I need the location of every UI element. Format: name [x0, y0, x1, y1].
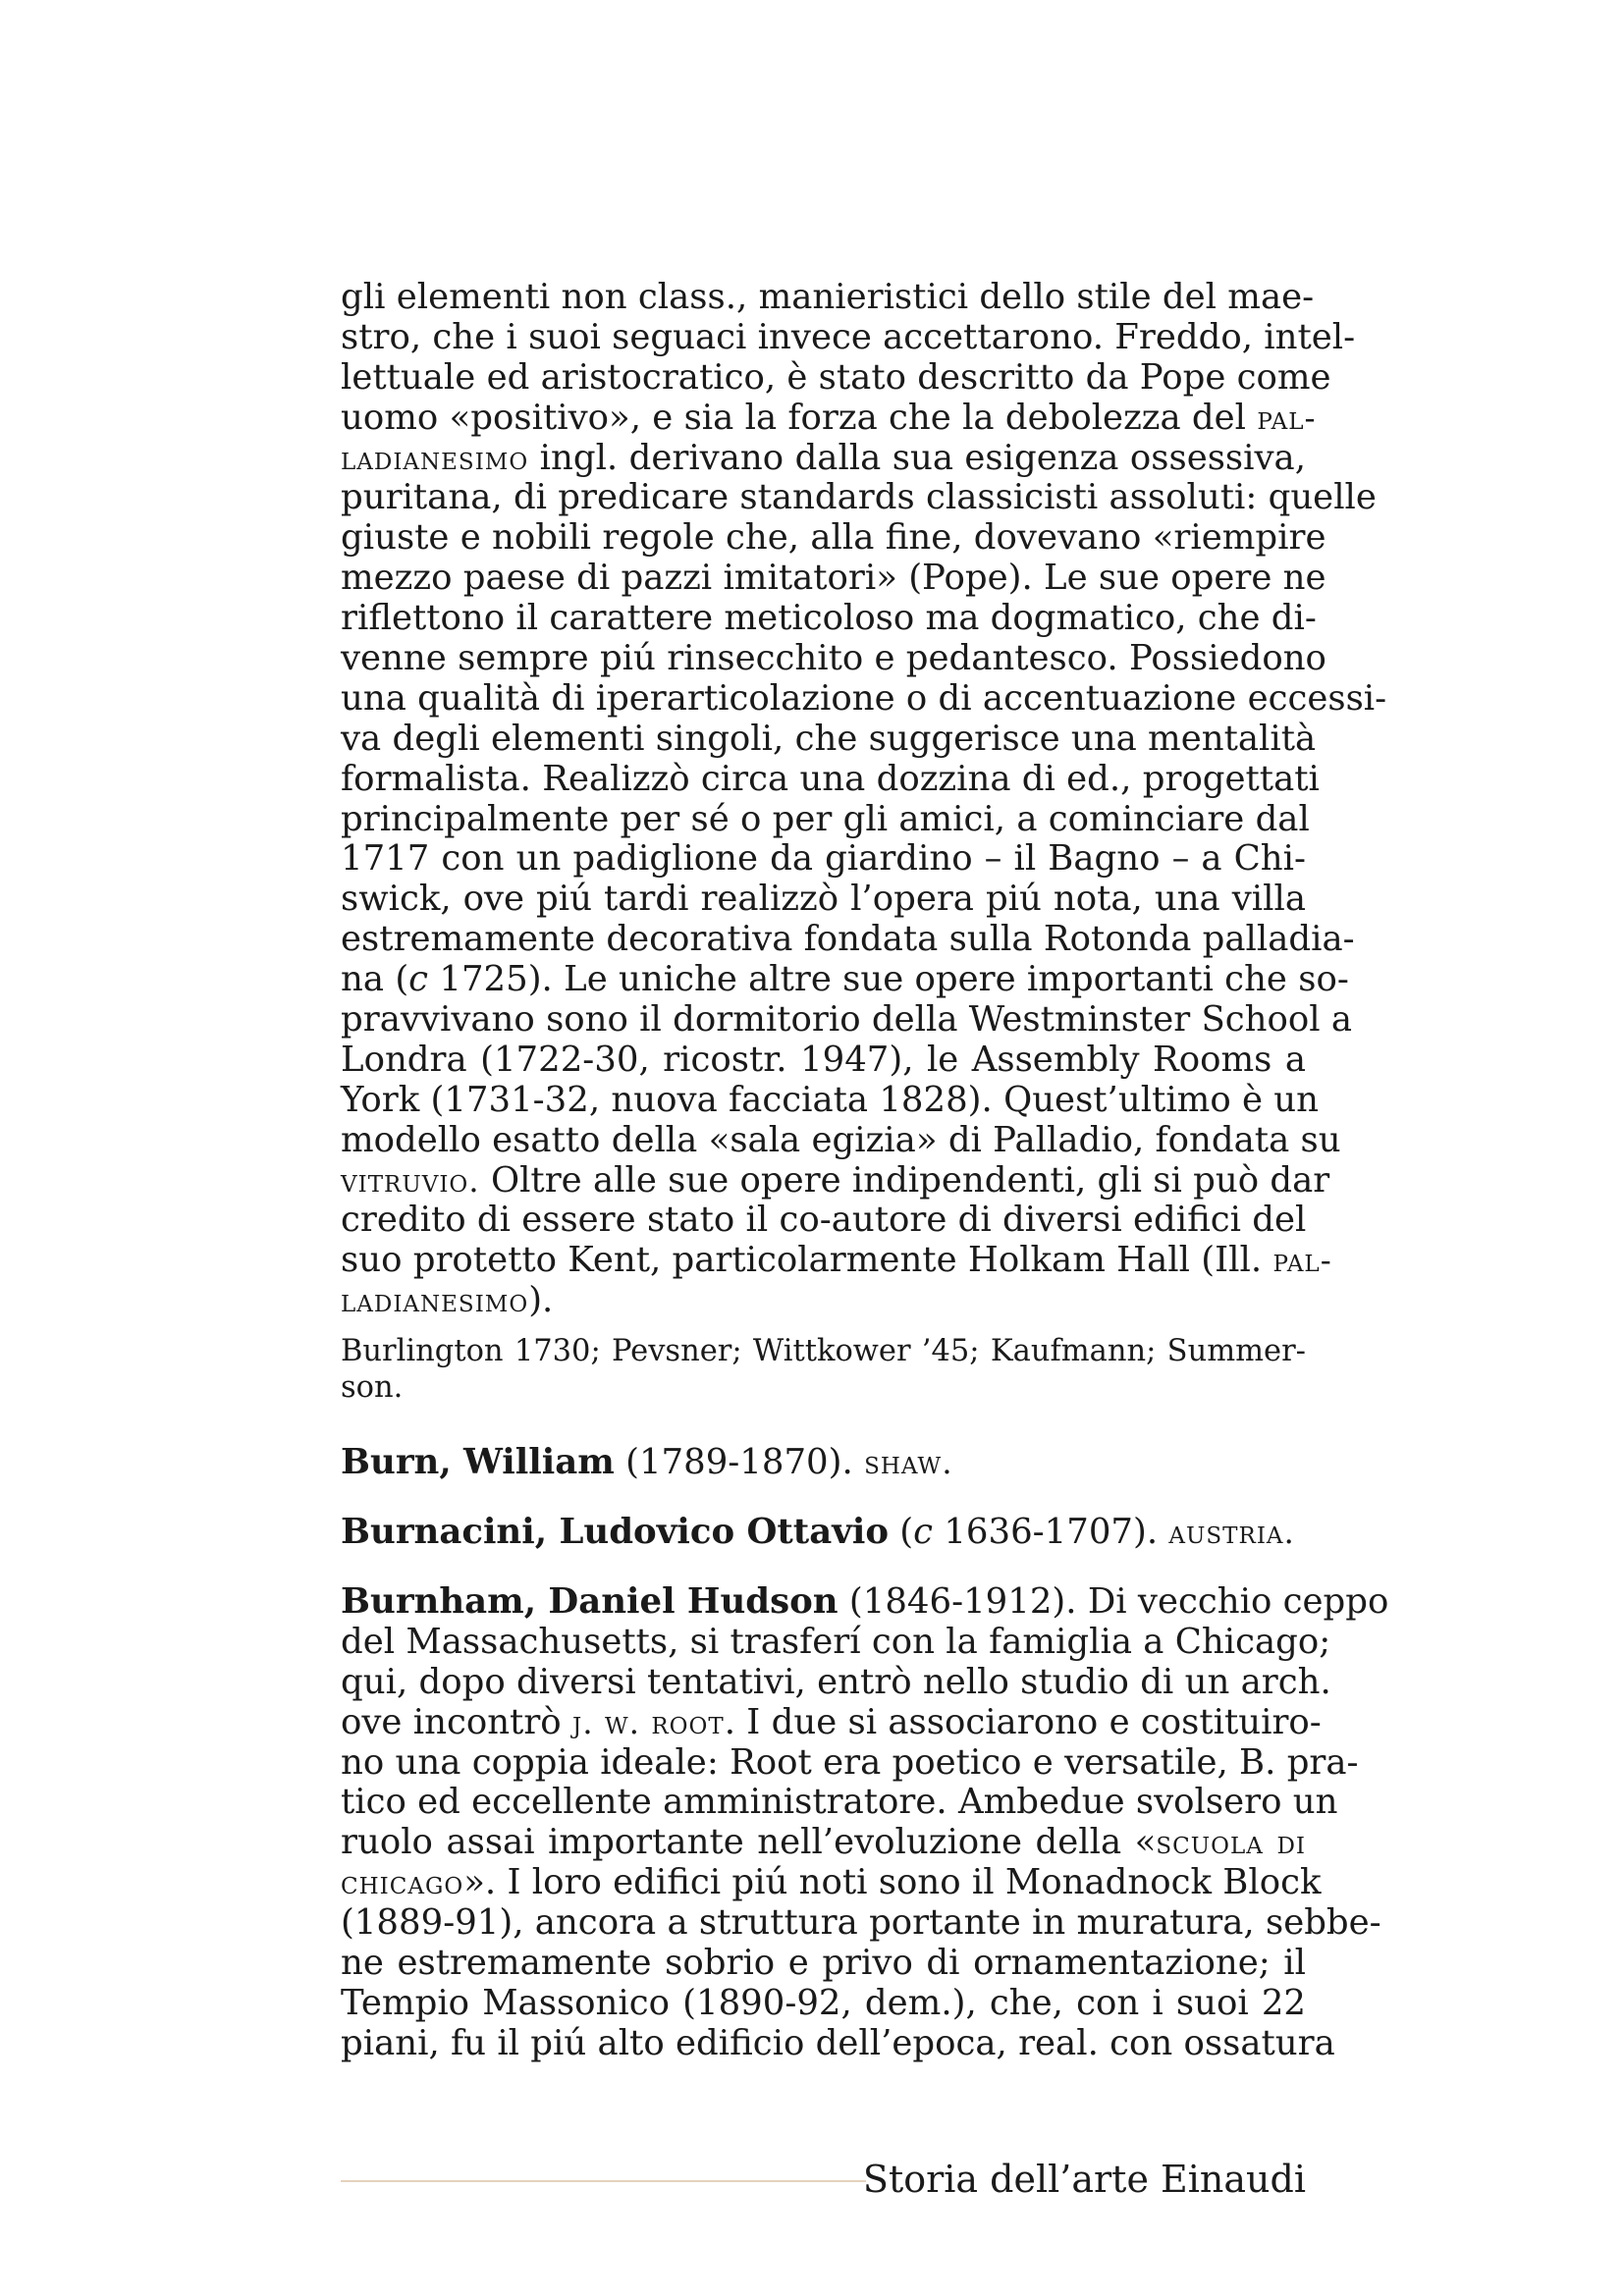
text-line — [341, 1443, 1306, 1483]
cross-reference: austria. — [1168, 1514, 1295, 1552]
text-line — [341, 1580, 1389, 1623]
circa-abbreviation: c — [408, 959, 429, 1000]
text-line: pravvivano sono il dormitorio della Westminster School a — [341, 999, 1353, 1041]
text-line — [341, 1862, 1322, 1903]
text-line: del Massachusetts, si trasferí con la famiglia a Chicago; — [341, 1621, 1331, 1662]
text-line: ne estremamente sobrio e privo di ornamentazione; il — [341, 1942, 1306, 1983]
text-line — [341, 1513, 1306, 1553]
text-line: qui, dopo diversi tentativi, entrò nello studio di un arch. — [341, 1661, 1331, 1702]
cross-reference: j. w. root — [571, 1703, 725, 1741]
cross-reference: ladianesimo — [341, 1282, 529, 1320]
entry-dates: (1789-1870). — [614, 1442, 865, 1483]
bibliography-line: Burlington 1730; Pevsner; Wittkower ’45; Kaufmann; Summer- — [341, 1334, 1306, 1369]
text-segment: ). — [528, 1280, 554, 1321]
text-segment: (1846-1912). Di vecchio ceppo — [838, 1580, 1389, 1622]
entry-burnham — [341, 1580, 1389, 2064]
text-line — [341, 1701, 1322, 1743]
text-line: giuste e nobili regole che, alla fine, dovevano «riempire — [341, 517, 1326, 559]
text-line: principalmente per sé o per gli amici, a cominciare dal — [341, 798, 1310, 839]
bibliography-line: son. — [341, 1370, 404, 1406]
text-line — [341, 1240, 1332, 1281]
text-segment: na ( — [341, 959, 409, 1000]
cross-reference: vitruvio. — [341, 1161, 480, 1200]
text-line: credito di essere stato il co-autore di diversi edifici del — [341, 1200, 1307, 1241]
entry-headword: Burnham, Daniel Hudson — [341, 1580, 839, 1622]
text-line — [341, 1159, 1330, 1201]
footer-rule — [341, 2180, 866, 2182]
entry-burnacini — [341, 1513, 1306, 1553]
text-segment: ( — [889, 1512, 914, 1553]
text-line: swick, ove piú tardi realizzò l’opera piú nota, una villa — [341, 879, 1306, 920]
entry-headword: Burn, William — [341, 1442, 615, 1483]
text-line: 1717 con un padiglione da giardino – il Bagno – a Chi- — [341, 838, 1306, 880]
burlington-entry-continuation — [341, 277, 1387, 1321]
text-line — [341, 1823, 1306, 1863]
text-segment: suo protetto Kent, particolarmente Holkam Hall (Ill. — [341, 1240, 1263, 1281]
cross-reference: scuola di — [1156, 1824, 1306, 1862]
text-line: tico ed eccellente amministratore. Ambedue svolsero un — [341, 1782, 1338, 1823]
text-line: venne sempre piú rinsecchito e pedantesco. Possiedono — [341, 638, 1326, 679]
text-segment: ove incontrò — [341, 1701, 562, 1742]
cross-reference: shaw. — [864, 1444, 953, 1482]
page-body — [341, 277, 1389, 2064]
text-line: Tempio Massonico (1890-92, dem.), che, con i suoi 22 — [341, 1982, 1306, 2023]
text-line: mezzo paese di pazzi imitatori» (Pope). Le sue opere ne — [341, 558, 1326, 599]
text-segment: uomo «positivo», e sia la forza che la debolezza del — [341, 397, 1247, 438]
bibliography — [341, 1333, 1306, 1406]
text-segment: ingl. derivano dalla sua esigenza ossessiva, — [539, 437, 1306, 478]
entry-burn — [341, 1443, 1306, 1483]
text-line — [341, 439, 1306, 479]
text-line: stro, che i suoi seguaci invece accettarono. Freddo, intel- — [341, 316, 1356, 357]
cross-reference: chicago — [341, 1864, 464, 1902]
text-line: formalista. Realizzò circa una dozzina di ed., progettati — [341, 758, 1320, 799]
text-line: riflettono il carattere meticoloso ma dogmatico, che di- — [341, 598, 1317, 639]
text-line: gli elementi non class., manieristici dello stile del mae- — [341, 277, 1315, 317]
text-line: lettuale ed aristocratico, è stato descritto da Pope come — [341, 356, 1331, 398]
text-line: (1889-91), ancora a struttura portante in muratura, sebbe- — [341, 1902, 1381, 1944]
text-segment: ruolo assai importante nell’evoluzione della « — [341, 1822, 1157, 1863]
text-line: puritana, di predicare standards classicisti assoluti: quelle — [341, 477, 1377, 518]
text-line: no una coppia ideale: Root era poetico e versatile, B. pra- — [341, 1741, 1359, 1783]
text-line: una qualità di iperarticolazione o di accentuazione eccessi- — [341, 677, 1387, 719]
text-line — [341, 1281, 1306, 1321]
cross-reference: ladianesimo — [341, 439, 529, 477]
cross-reference: pal- — [1257, 399, 1317, 437]
cross-reference: pal- — [1272, 1242, 1332, 1280]
entry-headword: Burnacini, Ludovico Ottavio — [341, 1512, 889, 1553]
text-segment: Oltre alle sue opere indipendenti, gli si può dar — [490, 1159, 1330, 1201]
text-line: York (1731-32, nuova facciata 1828). Quest’ultimo è un — [341, 1079, 1320, 1120]
text-line — [341, 959, 1349, 1000]
text-line — [341, 397, 1317, 439]
footer-publisher-label: Storia dell’arte Einaudi — [862, 2158, 1306, 2201]
text-segment: ». I loro edifici piú noti sono il Monadnock Block — [463, 1862, 1322, 1903]
text-line: modello esatto della «sala egizia» di Palladio, fondata su — [341, 1119, 1341, 1160]
circa-abbreviation: c — [913, 1512, 934, 1553]
text-line: Londra (1722-30, ricostr. 1947), le Assembly Rooms a — [341, 1039, 1306, 1080]
text-segment: 1725). Le uniche altre sue opere importanti che so- — [439, 959, 1349, 1000]
text-line: piani, fu il piú alto edificio dell’epoca, real. con ossatura — [341, 2022, 1335, 2063]
entry-dates: 1636-1707). — [933, 1512, 1169, 1553]
text-line: estremamente decorativa fondata sulla Rotonda palladia- — [341, 919, 1355, 960]
text-line: va degli elementi singoli, che suggerisce una mentalità — [341, 718, 1317, 759]
text-segment: . I due si associarono e costituiro- — [724, 1701, 1322, 1742]
